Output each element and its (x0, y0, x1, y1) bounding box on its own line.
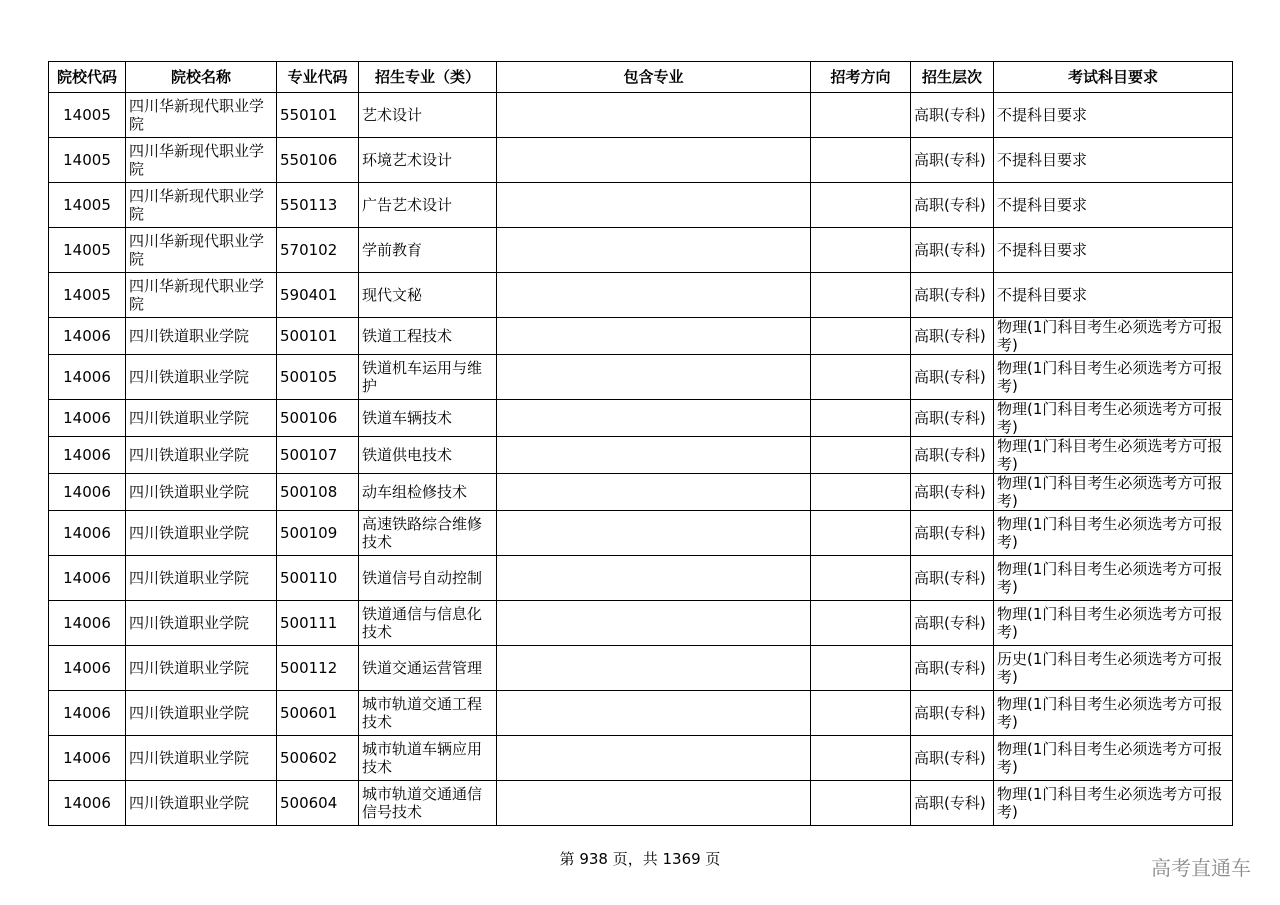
cell-major-code: 500101 (277, 318, 359, 355)
cell-requirement: 物理(1门科目考生必须选考方可报考) (994, 736, 1233, 781)
cell-requirement: 物理(1门科目考生必须选考方可报考) (994, 474, 1233, 511)
cell-level: 高职(专科) (911, 228, 994, 273)
cell-school-name: 四川铁道职业学院 (126, 691, 277, 736)
cell-school-name: 四川铁道职业学院 (126, 400, 277, 437)
admissions-table (48, 61, 1233, 826)
cell-direction (811, 228, 911, 273)
header-school-name: 院校名称 (126, 62, 277, 93)
cell-major: 铁道信号自动控制 (359, 556, 497, 601)
cell-major: 广告艺术设计 (359, 183, 497, 228)
table-row (49, 228, 1233, 273)
cell-major: 城市轨道交通工程技术 (359, 691, 497, 736)
cell-requirement: 物理(1门科目考生必须选考方可报考) (994, 601, 1233, 646)
table-row (49, 93, 1233, 138)
cell-included-majors (497, 474, 811, 511)
cell-included-majors (497, 318, 811, 355)
header-level: 招生层次 (911, 62, 994, 93)
cell-major-code: 550113 (277, 183, 359, 228)
cell-level: 高职(专科) (911, 556, 994, 601)
header-school-code: 院校代码 (49, 62, 126, 93)
cell-included-majors (497, 437, 811, 474)
cell-direction (811, 736, 911, 781)
table-row (49, 781, 1233, 826)
cell-major-code: 500111 (277, 601, 359, 646)
cell-school-name: 四川铁道职业学院 (126, 474, 277, 511)
cell-included-majors (497, 355, 811, 400)
cell-major-code: 550106 (277, 138, 359, 183)
cell-direction (811, 781, 911, 826)
header-major-code: 专业代码 (277, 62, 359, 93)
header-included-majors: 包含专业 (497, 62, 811, 93)
cell-requirement: 历史(1门科目考生必须选考方可报考) (994, 646, 1233, 691)
cell-school-code: 14005 (49, 93, 126, 138)
cell-major: 城市轨道交通通信信号技术 (359, 781, 497, 826)
cell-school-code: 14005 (49, 228, 126, 273)
cell-school-name: 四川铁道职业学院 (126, 556, 277, 601)
cell-school-name: 四川铁道职业学院 (126, 437, 277, 474)
cell-school-code: 14006 (49, 437, 126, 474)
cell-requirement: 不提科目要求 (994, 138, 1233, 183)
cell-requirement: 物理(1门科目考生必须选考方可报考) (994, 400, 1233, 437)
cell-direction (811, 355, 911, 400)
table-row (49, 318, 1233, 355)
cell-level: 高职(专科) (911, 601, 994, 646)
cell-level: 高职(专科) (911, 691, 994, 736)
cell-requirement: 不提科目要求 (994, 228, 1233, 273)
cell-school-code: 14006 (49, 474, 126, 511)
cell-included-majors (497, 601, 811, 646)
cell-major: 铁道车辆技术 (359, 400, 497, 437)
cell-school-code: 14005 (49, 273, 126, 318)
cell-requirement: 物理(1门科目考生必须选考方可报考) (994, 511, 1233, 556)
cell-direction (811, 511, 911, 556)
header-direction: 招考方向 (811, 62, 911, 93)
table-row (49, 138, 1233, 183)
cell-major-code: 500110 (277, 556, 359, 601)
cell-requirement: 物理(1门科目考生必须选考方可报考) (994, 355, 1233, 400)
table-row (49, 601, 1233, 646)
cell-school-name: 四川铁道职业学院 (126, 736, 277, 781)
cell-major-code: 500106 (277, 400, 359, 437)
cell-direction (811, 474, 911, 511)
cell-direction (811, 556, 911, 601)
cell-major: 学前教育 (359, 228, 497, 273)
cell-major-code: 570102 (277, 228, 359, 273)
cell-direction (811, 273, 911, 318)
cell-included-majors (497, 400, 811, 437)
table-row (49, 355, 1233, 400)
cell-major-code: 550101 (277, 93, 359, 138)
cell-school-code: 14006 (49, 781, 126, 826)
cell-level: 高职(专科) (911, 736, 994, 781)
cell-level: 高职(专科) (911, 474, 994, 511)
cell-school-code: 14006 (49, 355, 126, 400)
table-row (49, 511, 1233, 556)
cell-school-code: 14006 (49, 691, 126, 736)
cell-major-code: 500604 (277, 781, 359, 826)
cell-school-name: 四川铁道职业学院 (126, 646, 277, 691)
cell-school-code: 14006 (49, 556, 126, 601)
cell-included-majors (497, 228, 811, 273)
cell-level: 高职(专科) (911, 511, 994, 556)
cell-requirement: 物理(1门科目考生必须选考方可报考) (994, 437, 1233, 474)
cell-major-code: 500602 (277, 736, 359, 781)
cell-school-name: 四川华新现代职业学院 (126, 138, 277, 183)
cell-included-majors (497, 511, 811, 556)
cell-school-code: 14006 (49, 646, 126, 691)
cell-direction (811, 646, 911, 691)
table-row (49, 183, 1233, 228)
cell-school-name: 四川华新现代职业学院 (126, 183, 277, 228)
cell-major: 环境艺术设计 (359, 138, 497, 183)
cell-direction (811, 691, 911, 736)
cell-school-name: 四川华新现代职业学院 (126, 228, 277, 273)
cell-included-majors (497, 646, 811, 691)
cell-direction (811, 138, 911, 183)
cell-major: 动车组检修技术 (359, 474, 497, 511)
header-row (49, 62, 1233, 93)
cell-direction (811, 183, 911, 228)
cell-major-code: 500601 (277, 691, 359, 736)
cell-requirement: 不提科目要求 (994, 183, 1233, 228)
watermark: 高考直通车 (1151, 856, 1251, 880)
cell-direction (811, 93, 911, 138)
cell-school-name: 四川铁道职业学院 (126, 511, 277, 556)
table-row (49, 646, 1233, 691)
header-major: 招生专业（类） (359, 62, 497, 93)
cell-school-code: 14006 (49, 318, 126, 355)
cell-direction (811, 318, 911, 355)
cell-school-code: 14006 (49, 511, 126, 556)
cell-included-majors (497, 736, 811, 781)
page-number: 第 938 页，共 1369 页 (559, 850, 721, 868)
cell-school-name: 四川铁道职业学院 (126, 318, 277, 355)
table-row (49, 437, 1233, 474)
cell-direction (811, 601, 911, 646)
cell-requirement: 不提科目要求 (994, 93, 1233, 138)
cell-included-majors (497, 691, 811, 736)
cell-major-code: 500107 (277, 437, 359, 474)
cell-major-code: 590401 (277, 273, 359, 318)
cell-school-name: 四川铁道职业学院 (126, 601, 277, 646)
cell-school-name: 四川华新现代职业学院 (126, 273, 277, 318)
cell-level: 高职(专科) (911, 400, 994, 437)
table-row (49, 400, 1233, 437)
cell-major-code: 500105 (277, 355, 359, 400)
cell-level: 高职(专科) (911, 318, 994, 355)
cell-level: 高职(专科) (911, 781, 994, 826)
table-row (49, 556, 1233, 601)
cell-school-code: 14006 (49, 601, 126, 646)
cell-included-majors (497, 183, 811, 228)
cell-school-code: 14005 (49, 138, 126, 183)
cell-major-code: 500108 (277, 474, 359, 511)
cell-level: 高职(专科) (911, 355, 994, 400)
cell-direction (811, 400, 911, 437)
cell-included-majors (497, 556, 811, 601)
cell-included-majors (497, 93, 811, 138)
cell-included-majors (497, 781, 811, 826)
cell-requirement: 物理(1门科目考生必须选考方可报考) (994, 556, 1233, 601)
cell-school-name: 四川华新现代职业学院 (126, 93, 277, 138)
cell-school-name: 四川铁道职业学院 (126, 355, 277, 400)
table-row (49, 273, 1233, 318)
cell-major: 铁道供电技术 (359, 437, 497, 474)
cell-major: 艺术设计 (359, 93, 497, 138)
cell-level: 高职(专科) (911, 273, 994, 318)
cell-major-code: 500109 (277, 511, 359, 556)
header-requirement: 考试科目要求 (994, 62, 1233, 93)
cell-school-code: 14006 (49, 736, 126, 781)
cell-requirement: 物理(1门科目考生必须选考方可报考) (994, 318, 1233, 355)
cell-school-name: 四川铁道职业学院 (126, 781, 277, 826)
cell-requirement: 物理(1门科目考生必须选考方可报考) (994, 691, 1233, 736)
cell-major: 铁道机车运用与维护 (359, 355, 497, 400)
table-row (49, 691, 1233, 736)
cell-major-code: 500112 (277, 646, 359, 691)
cell-level: 高职(专科) (911, 93, 994, 138)
cell-major: 现代文秘 (359, 273, 497, 318)
cell-major: 铁道通信与信息化技术 (359, 601, 497, 646)
cell-major: 铁道交通运营管理 (359, 646, 497, 691)
cell-requirement: 物理(1门科目考生必须选考方可报考) (994, 781, 1233, 826)
cell-included-majors (497, 138, 811, 183)
cell-level: 高职(专科) (911, 646, 994, 691)
cell-school-code: 14005 (49, 183, 126, 228)
table-row (49, 736, 1233, 781)
cell-major: 城市轨道车辆应用技术 (359, 736, 497, 781)
cell-major: 铁道工程技术 (359, 318, 497, 355)
cell-major: 高速铁路综合维修技术 (359, 511, 497, 556)
cell-level: 高职(专科) (911, 183, 994, 228)
cell-direction (811, 437, 911, 474)
table-row (49, 474, 1233, 511)
cell-school-code: 14006 (49, 400, 126, 437)
cell-included-majors (497, 273, 811, 318)
cell-level: 高职(专科) (911, 138, 994, 183)
cell-requirement: 不提科目要求 (994, 273, 1233, 318)
cell-level: 高职(专科) (911, 437, 994, 474)
